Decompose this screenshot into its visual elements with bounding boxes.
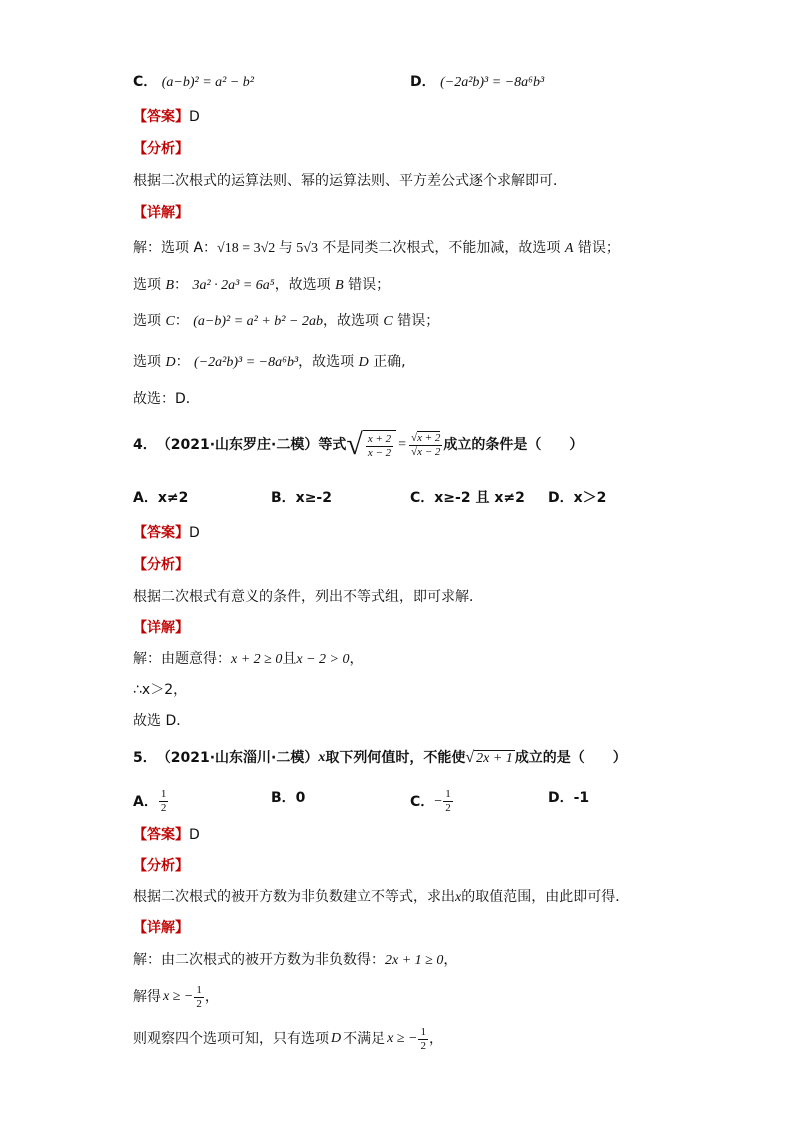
q3-detail-d-suffix: ，故选项: [298, 354, 355, 370]
q3-detail-tag-text: 【详解】: [133, 205, 189, 221]
q5-detail-3: [133, 1024, 443, 1054]
q3-conclusion: 故选：D．: [133, 391, 200, 407]
q3-detail-d-colon: ：: [175, 354, 190, 370]
q4-answer-line: [133, 523, 200, 543]
q3-option-d: [410, 72, 544, 93]
q5-option-a-fraction: $\frac{1}{2}$: [160, 788, 167, 814]
q3-answer-tag: 【答案】: [133, 109, 189, 125]
q5-option-a: [133, 788, 169, 815]
q5-detail-3-end: ，: [428, 1031, 443, 1047]
q4-analysis-tag-text: 【分析】: [133, 557, 189, 573]
q4-option-c: C．x≥-2 且 x≠2: [410, 490, 525, 506]
q3-option-c-formula: (a−b)² = a² − b²: [161, 75, 254, 90]
q3-detail-c-letter-2: C: [383, 314, 393, 329]
q4-number: 4．: [133, 437, 157, 453]
q4-conclusion: 故选 D．: [133, 713, 191, 729]
q3-detail-c-prefix: 选项: [133, 313, 161, 329]
q5-option-a-label: A．: [133, 793, 158, 810]
q4-stem-prefix: 等式: [318, 437, 347, 453]
q5-option-c-label: C．: [410, 793, 435, 810]
q3-detail-c-colon: ：: [174, 313, 189, 329]
q3-detail-c-suffix: ，故选项: [322, 313, 379, 329]
q5-source: （2021·山东淄川·二模）: [156, 750, 319, 766]
q5-detail-1-end: ，: [443, 952, 458, 968]
q3-detail-c-end: 错误；: [397, 313, 440, 329]
q5-answer-tag: 【答案】: [133, 827, 189, 843]
q4-option-d: D．x＞2: [548, 490, 607, 506]
q5-option-b: B．0: [271, 790, 306, 806]
q5-detail-2-expr: x ≥ −: [163, 989, 194, 1004]
q5-number: 5．: [133, 750, 157, 766]
q3-detail-c: [133, 311, 439, 332]
q5-detail-1-expr: 2x + 1 ≥ 0: [385, 953, 444, 968]
q4-detail-tag: [133, 618, 189, 638]
q4-detail-1-expr2: x − 2 > 0: [296, 652, 350, 667]
q4-detail-1-prefix: 解：由题意得：: [133, 651, 231, 667]
q4-sqrt-left: √ $\frac{x + 2}{x - 2}$: [346, 430, 396, 460]
q3-detail-b: [133, 275, 390, 296]
q4-detail-tag-text: 【详解】: [133, 620, 189, 636]
q5-detail-2-fraction: $\frac{1}{2}$: [196, 983, 202, 1010]
q3-detail-a-prefix: 解：选项 A：: [133, 240, 218, 256]
q3-detail-b-prefix: 选项: [133, 277, 161, 293]
q3-detail-b-suffix: ，故选项: [274, 277, 331, 293]
q3-detail-b-expr: 3a² · 2a³ = 6a⁵: [192, 278, 275, 293]
q3-detail-b-end: 错误；: [348, 277, 391, 293]
q5-detail-tag: [133, 918, 189, 938]
q3-analysis-tag-text: 【分析】: [133, 141, 189, 157]
q4-fraction-right: $\frac{√x + 2}{√x - 2}$: [411, 431, 441, 458]
q4-option-a: A．x≠2: [133, 490, 189, 506]
q5-analysis-var: x: [455, 890, 462, 905]
q3-detail-tag: [133, 203, 189, 223]
q4-option-b: B．x≥-2: [271, 490, 332, 506]
q4-analysis-text: 根据二次根式有意义的条件，列出不等式组，即可求解．: [133, 589, 483, 605]
q4-answer: D: [189, 525, 200, 541]
q3-answer: D: [189, 109, 200, 125]
q3-detail-a-expr: √18 = 3√2 与 5√3: [217, 241, 318, 256]
q3-analysis-tag: [133, 139, 189, 159]
q4-detail-1: [133, 649, 363, 670]
q3-option-c: [133, 72, 254, 93]
q3-detail-a-letter: A: [564, 241, 574, 256]
q5-analysis-prefix: 根据二次根式的被开方数为非负数建立不等式，求出: [133, 889, 455, 905]
q5-detail-tag-text: 【详解】: [133, 920, 189, 936]
q3-option-c-label: C．: [133, 74, 158, 90]
q3-detail-d: [133, 352, 406, 373]
q3-detail-c-expr: (a−b)² = a² + b² − 2ab: [193, 314, 323, 329]
q5-detail-1-prefix: 解：由二次根式的被开方数为非负数得：: [133, 952, 385, 968]
q3-detail-b-letter: B: [165, 278, 175, 293]
q3-detail-a: [133, 238, 620, 259]
q4-answer-tag: 【答案】: [133, 525, 189, 541]
q5-stem-suffix: 成立的是（ ）: [514, 750, 627, 766]
q5-detail-3-fraction: $\frac{1}{2}$: [420, 1025, 426, 1052]
q3-option-d-label: D．: [410, 74, 436, 90]
q5-detail-3-expr: x ≥ −: [387, 1031, 418, 1046]
q5-detail-3-mid: 不满足: [343, 1031, 386, 1047]
q5-sqrt-expression: √ 2x + 1: [465, 748, 513, 766]
q5-detail-2-end: ，: [204, 989, 219, 1005]
q3-analysis-text: 根据二次根式的运算法则、幂的运算法则、平方差公式逐个求解即可．: [133, 173, 567, 189]
q5-option-c: C． − $\frac{1}{2}$: [410, 788, 451, 814]
q4-detail-1-end: ，: [349, 651, 364, 667]
q5-stem-var: x: [318, 750, 326, 765]
q3-detail-b-colon: ：: [174, 277, 189, 293]
q5-option-c-fraction: $\frac{1}{2}$: [445, 788, 451, 814]
q5-detail-2: [133, 982, 219, 1012]
q3-option-d-formula: (−2a²b)³ = −8a⁶b³: [440, 75, 545, 90]
q4-detail-1-mid: 且: [282, 651, 297, 667]
q5-answer-line: [133, 825, 200, 845]
q4-analysis-tag: [133, 555, 189, 575]
q3-detail-d-letter: D: [165, 355, 176, 370]
q3-detail-a-suffix: 不是同类二次根式，不能加减，故选项: [317, 240, 561, 256]
q3-detail-d-prefix: 选项: [133, 354, 161, 370]
q5-analysis-suffix: 的取值范围，由此即可得．: [461, 889, 630, 905]
q3-detail-c-letter: C: [165, 314, 175, 329]
q5-stem-mid: 取下列何值时，不能使: [325, 750, 466, 766]
q5-option-d: D．-1: [548, 790, 590, 806]
q5-analysis-text: [133, 887, 629, 908]
q4-source: （2021·山东罗庄·二模）: [156, 437, 319, 453]
q5-answer: D: [189, 827, 200, 843]
q3-detail-d-letter-2: D: [358, 355, 369, 370]
q4-detail-2: ∴x＞2，: [133, 682, 188, 698]
q4-stem: 4． （2021·山东罗庄·二模） 等式 √ $\frac{x + 2}{x - 2}$ = $\frac{√x + 2}{√x - 2}$ 成立的条件是（ ）: [133, 428, 584, 461]
q4-stem-suffix: 成立的条件是（ ）: [443, 437, 584, 453]
q3-detail-a-end: 错误；: [577, 240, 620, 256]
q5-analysis-tag-text: 【分析】: [133, 858, 189, 874]
q3-detail-b-letter-2: B: [335, 278, 344, 293]
q5-stem: [133, 746, 627, 770]
q5-detail-3-letter: D: [331, 1031, 342, 1046]
q5-analysis-tag: [133, 856, 189, 876]
q4-detail-1-expr1: x + 2 ≥ 0: [231, 652, 283, 667]
q3-detail-d-expr: (−2a²b)³ = −8a⁶b³: [194, 355, 299, 370]
q3-answer-line: [133, 107, 200, 127]
q3-detail-d-end: 正确,: [373, 354, 406, 370]
q5-detail-2-prefix: 解得: [133, 989, 161, 1005]
q5-detail-3-prefix: 则观察四个选项可知，只有选项: [133, 1031, 329, 1047]
q5-detail-1: [133, 950, 457, 971]
